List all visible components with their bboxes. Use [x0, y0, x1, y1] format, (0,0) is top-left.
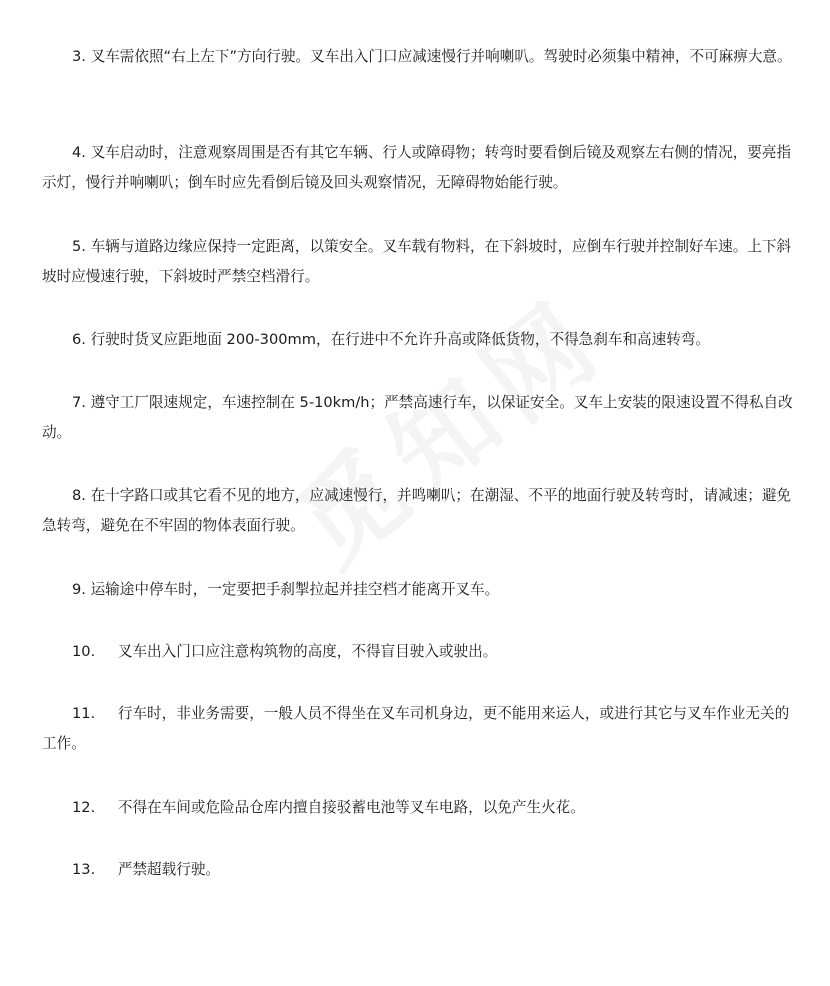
item-number: 12.: [72, 799, 96, 816]
list-item-8: [42, 481, 794, 541]
list-item-13: [42, 855, 794, 885]
list-item-4: [42, 138, 794, 198]
item-number: 8.: [72, 487, 86, 504]
item-text: 叉车需依照“右上左下”方向行驶。叉车出入门口应减速慢行并响喇叭。驾驶时必须集中精神，不可麻痹大意。: [90, 48, 792, 65]
item-text: 在十字路口或其它看不见的地方，应减速慢行，并鸣喇叭；在潮湿、不平的地面行驶及转弯时，请减速；避免急转弯，避免在不牢固的物体表面行驶。: [42, 487, 792, 534]
item-text: 车辆与道路边缘应保持一定距离，以策安全。叉车载有物料，在下斜坡时，应倒车行驶并控制好车速。上下斜坡时应慢速行驶，下斜坡时严禁空档滑行。: [42, 238, 792, 285]
item-text: 行车时，非业务需要，一般人员不得坐在叉车司机身边，更不能用来运人，或进行其它与叉车作业无关的工作。: [42, 705, 790, 752]
item-number: 3.: [72, 48, 86, 65]
item-text: 行驶时货叉应距地面 200-300mm，在行进中不允许升高或降低货物，不得急刹车和高速转弯。: [90, 331, 711, 348]
list-item-7: [42, 388, 794, 448]
item-number: 9.: [72, 581, 86, 598]
item-text: 遵守工厂限速规定，车速控制在 5-10km/h；严禁高速行车，以保证安全。叉车上安装的限速设置不得私自改动。: [42, 394, 793, 441]
item-text: 严禁超载行驶。: [117, 861, 221, 878]
item-number: 7.: [72, 394, 86, 411]
item-text: 叉车出入门口应注意构筑物的高度，不得盲目驶入或驶出。: [117, 643, 498, 660]
item-number: 11.: [72, 705, 96, 722]
list-item-3: [42, 42, 794, 72]
item-number: 13.: [72, 861, 96, 878]
list-item-9: [42, 575, 794, 605]
list-item-5: [42, 232, 794, 292]
list-item-11: [42, 699, 794, 759]
list-item-10: [42, 637, 794, 667]
item-number: 4.: [72, 144, 86, 161]
list-item-6: [42, 325, 794, 355]
item-number: 10.: [72, 643, 96, 660]
item-text: 叉车启动时，注意观察周围是否有其它车辆、行人或障碍物；转弯时要看倒后镜及观察左右侧的情况，要亮指示灯，慢行并响喇叭；倒车时应先看倒后镜及回头观察情况，无障碍物始能行驶。: [42, 144, 792, 191]
item-text: 不得在车间或危险品仓库内擅自接驳蓄电池等叉车电路，以免产生火花。: [117, 799, 585, 816]
item-number: 5.: [72, 238, 86, 255]
item-number: 6.: [72, 331, 86, 348]
list-item-12: [42, 793, 794, 823]
item-text: 运输途中停车时，一定要把手刹掣拉起并挂空档才能离开叉车。: [90, 581, 500, 598]
